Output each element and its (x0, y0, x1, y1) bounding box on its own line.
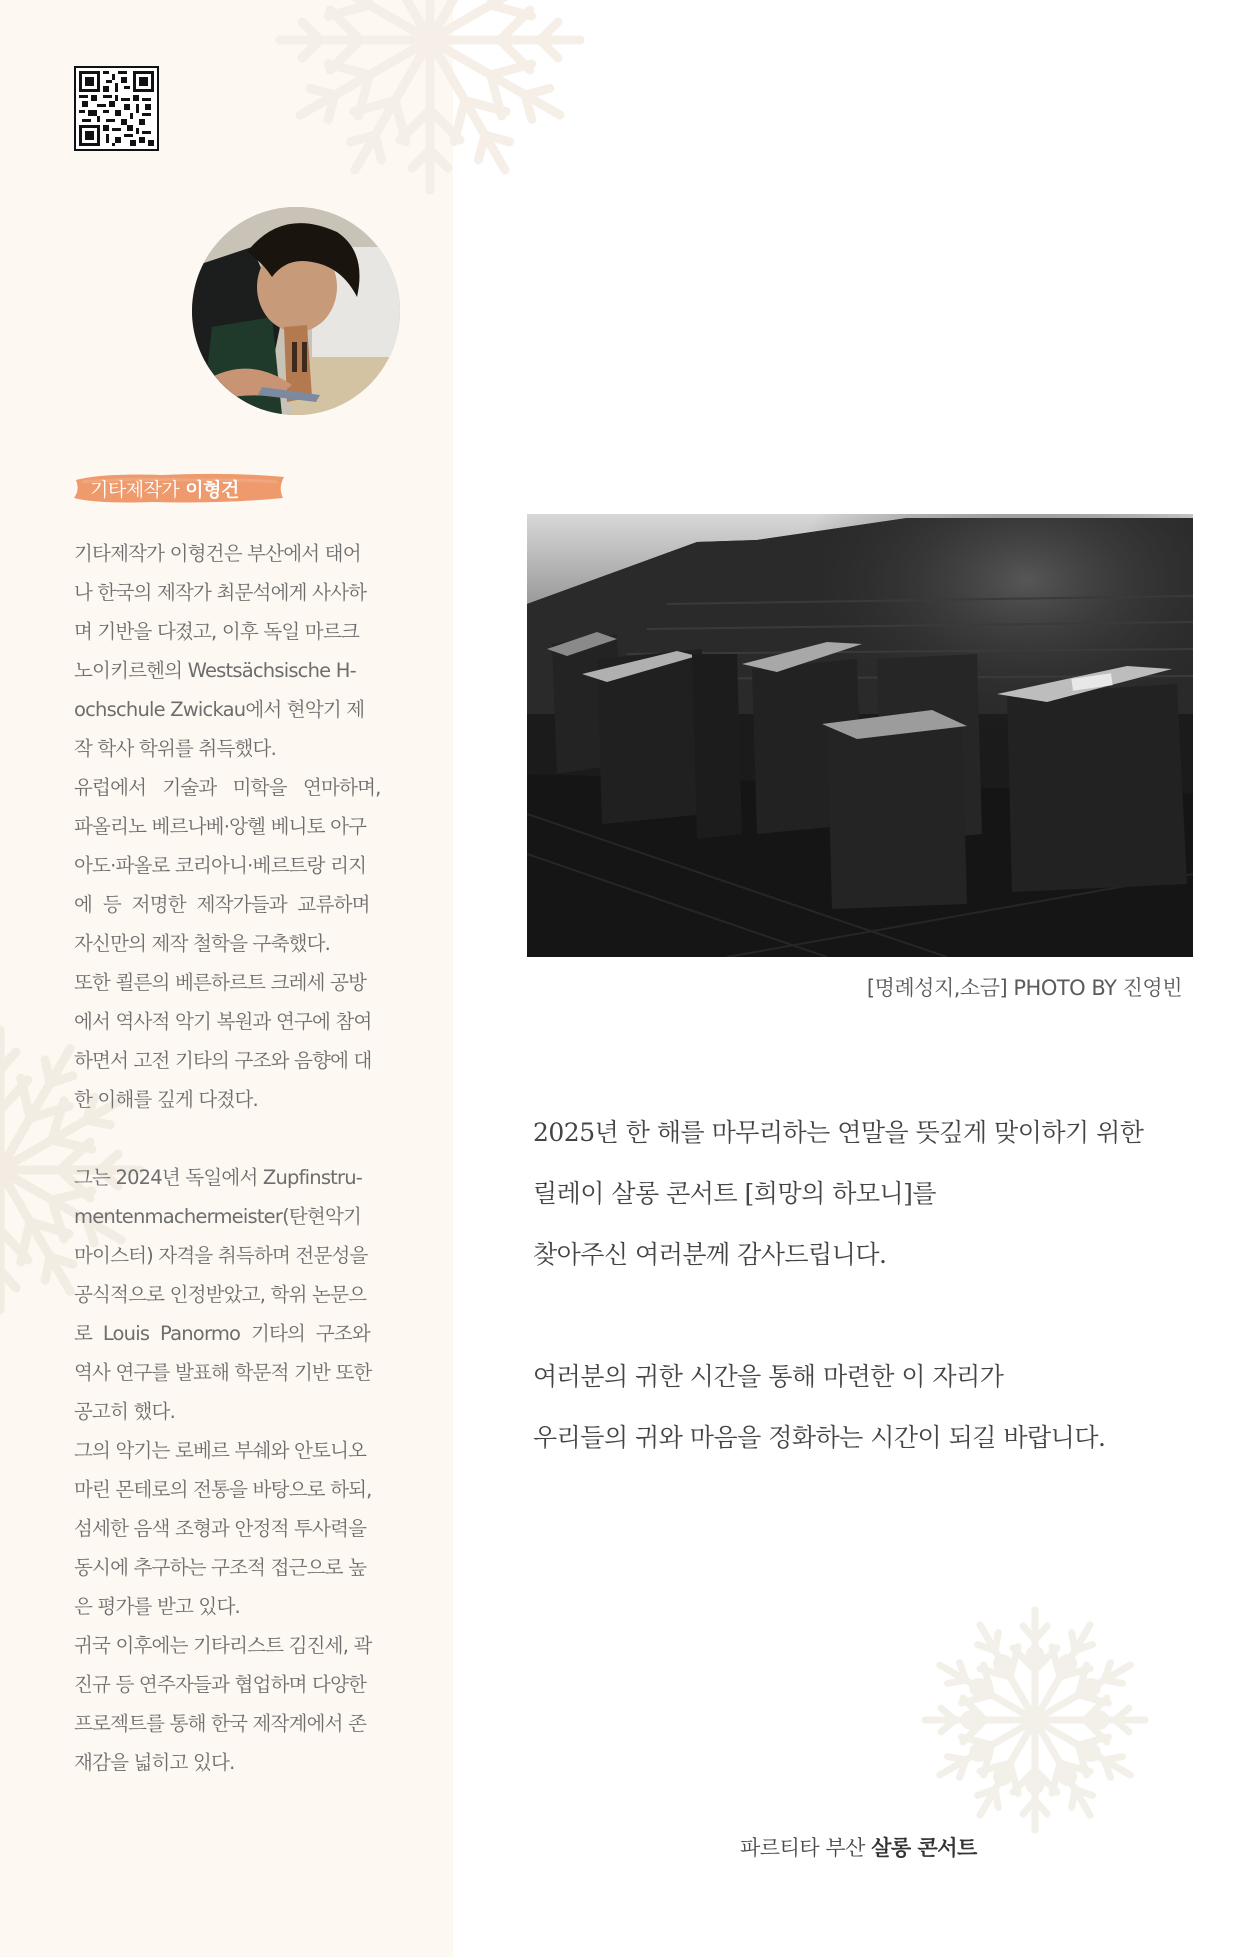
bio-line: 공식적으로 인정받았고, 학위 논문으 (74, 1283, 367, 1306)
artist-portrait (192, 207, 400, 415)
greeting-message (533, 1102, 1193, 1468)
bio-line: 하면서 고전 기타의 구조와 음향에 대 (74, 1049, 372, 1072)
snowflake-decoration-top (250, 0, 453, 200)
message-line: 우리들의 귀와 마음을 정화하는 시간이 되길 바랍니다. (533, 1423, 1106, 1452)
artist-profile-panel (0, 0, 453, 1957)
bio-line: 며 기반을 다졌고, 이후 독일 마르크 (74, 620, 359, 643)
qr-code-icon[interactable] (74, 66, 159, 151)
bio-line: 에 등 저명한 제작가들과 교류하며 (74, 893, 370, 916)
bio-line: 귀국 이후에는 기타리스트 김진세, 곽 (74, 1634, 372, 1657)
badge-label (90, 475, 239, 502)
bio-line: mentenmachermeister(탄현악기 (74, 1205, 362, 1228)
message-line: 2025년 한 해를 마무리하는 연말을 뜻깊게 맞이하기 위한 (533, 1118, 1144, 1147)
organizer-footer (740, 1832, 977, 1862)
bio-line: ochschule Zwickau에서 현악기 제 (74, 698, 365, 721)
bio-line: 프로젝트를 통해 한국 제작계에서 존 (74, 1712, 367, 1735)
bio-line: 섬세한 음색 조형과 안정적 투사력을 (74, 1517, 367, 1540)
bio-line: 아도·파올로 코리아니·베르트랑 리지 (74, 854, 367, 877)
bio-line: 자신만의 제작 철학을 구축했다. (74, 932, 331, 955)
message-line: 여러분의 귀한 시간을 통해 마련한 이 자리가 (533, 1362, 1004, 1391)
paragraph-spacer (74, 1119, 404, 1158)
bio-line: 동시에 추구하는 구조적 접근으로 높 (74, 1556, 367, 1579)
bio-line: 유럽에서 기술과 미학을 연마하며, (74, 776, 381, 799)
paragraph-spacer (533, 1285, 1193, 1346)
bio-line: 역사 연구를 발표해 학문적 기반 또한 (74, 1361, 372, 1384)
bio-line: 작 학사 학위를 취득했다. (74, 737, 276, 760)
bio-line: 재감을 넓히고 있다. (74, 1751, 235, 1774)
badge-name: 이형건 (185, 478, 239, 501)
badge-role: 기타제작가 (90, 478, 180, 501)
bio-line: 파올리노 베르나베·앙헬 베니토 아구 (74, 815, 367, 838)
message-line: 릴레이 살롱 콘서트 [희망의 하모니]를 (533, 1179, 937, 1208)
footer-prefix: 파르티타 부산 (740, 1836, 865, 1860)
bio-line: 노이키르헨의 Westsächsische H- (74, 659, 356, 682)
snowflake-decoration-bottom (915, 1600, 1155, 1840)
bio-line: 마린 몬테로의 전통을 바탕으로 하되, (74, 1478, 372, 1501)
bio-line: 그의 악기는 로베르 부쉐와 안토니오 (74, 1439, 367, 1462)
bio-line: 기타제작가 이형건은 부산에서 태어 (74, 542, 361, 565)
bio-line: 마이스터) 자격을 취득하며 전문성을 (74, 1244, 368, 1267)
bio-line: 은 평가를 받고 있다. (74, 1595, 240, 1618)
message-line: 찾아주신 여러분께 감사드립니다. (533, 1240, 887, 1269)
bio-line: 나 한국의 제작가 최문석에게 사사하 (74, 581, 367, 604)
bio-line: 또한 쾰른의 베른하르트 크레세 공방 (74, 971, 367, 994)
venue-photo (527, 514, 1193, 957)
artist-name-badge (72, 470, 287, 506)
artist-biography (74, 534, 404, 1782)
footer-title: 살롱 콘서트 (871, 1836, 977, 1860)
photo-caption: [명례성지,소금] PHOTO BY 진영빈 (866, 976, 1182, 1000)
bio-line: 에서 역사적 악기 복원과 연구에 참여 (74, 1010, 372, 1033)
bio-line: 공고히 했다. (74, 1400, 175, 1423)
bio-line: 진규 등 연주자들과 협업하며 다양한 (74, 1673, 367, 1696)
bio-line: 로 Louis Panormo 기타의 구조와 (74, 1322, 370, 1345)
bio-line: 그는 2024년 독일에서 Zupfinstru- (74, 1166, 363, 1189)
bio-line: 한 이해를 깊게 다졌다. (74, 1088, 258, 1111)
